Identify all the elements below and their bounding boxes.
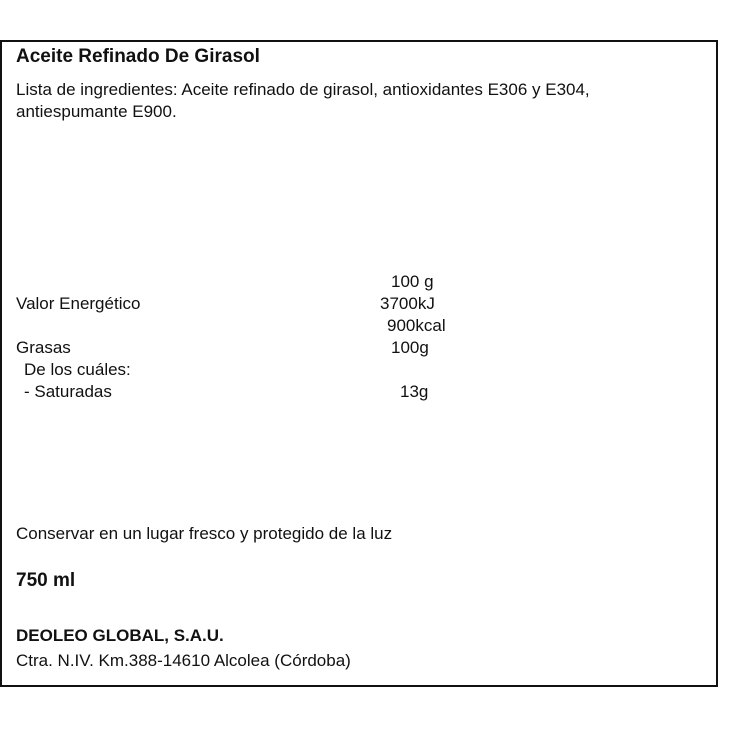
nutrition-per-header: 100 g <box>391 272 434 291</box>
net-volume: 750 ml <box>16 570 76 591</box>
ingredients-line-1: Lista de ingredientes: Aceite refinado de girasol, antioxidantes E306 y E304, <box>16 80 590 99</box>
company-name: DEOLEO GLOBAL, S.A.U. <box>16 626 224 645</box>
saturated-value: 13g <box>400 382 429 401</box>
saturated-label: - Saturadas <box>24 382 112 401</box>
energy-label: Valor Energético <box>16 294 141 313</box>
fat-label: Grasas <box>16 338 71 357</box>
energy-kcal-value: 900kcal <box>387 316 446 335</box>
product-title: Aceite Refinado De Girasol <box>16 46 260 67</box>
of-which-label: De los cuáles: <box>24 360 131 379</box>
ingredients-line-2: antiespumante E900. <box>16 102 177 121</box>
company-address: Ctra. N.IV. Km.388-14610 Alcolea (Córdoba) <box>16 651 351 670</box>
energy-kj-value: 3700kJ <box>380 294 435 313</box>
fat-value: 100g <box>391 338 429 357</box>
storage-instructions: Conservar en un lugar fresco y protegido de la luz <box>16 524 393 543</box>
